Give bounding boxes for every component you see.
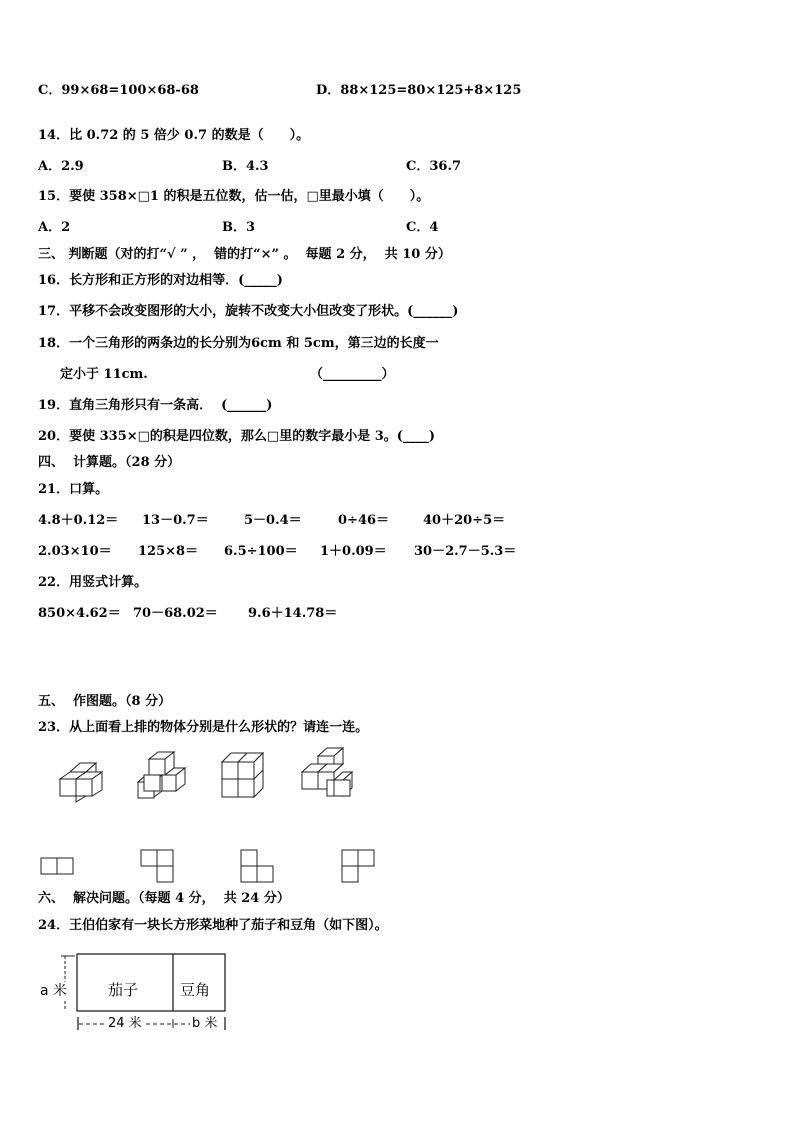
q21-item: 0÷46＝ bbox=[338, 513, 390, 528]
q21-item: 2.03×10＝ bbox=[38, 544, 112, 559]
q14-stem: 14．比 0.72 的 5 倍少 0.7 的数是（ ）。 bbox=[38, 128, 310, 143]
q21-stem: 21．口算。 bbox=[38, 482, 109, 497]
section-4-title: 四、 计算题。（28 分） bbox=[38, 455, 181, 470]
q13-option-c: C．99×68=100×68-68 bbox=[38, 83, 199, 98]
q24-stem: 24．王伯伯家有一块长方形菜地种了茄子和豆角（如下图）。 bbox=[38, 918, 388, 933]
q24-side-length-label: a 米 bbox=[40, 983, 68, 999]
q17: 17．平移不会改变图形的大小，旋转不改变大小但改变了形状。(______) bbox=[38, 304, 459, 319]
section-3-title: 三、 判断题（对的打“√ ” ， 错的打“×” 。 每题 2 分， 共 10 分） bbox=[38, 247, 451, 262]
q24-bean-label: 豆角 bbox=[180, 981, 211, 999]
top-view-4 bbox=[342, 850, 374, 882]
q21-item: 6.5÷100＝ bbox=[224, 544, 298, 559]
q19: 19．直角三角形只有一条高． (______) bbox=[38, 398, 273, 413]
q13-option-d: D．88×125=80×125+8×125 bbox=[316, 83, 522, 98]
q15-stem: 15．要使 358×□1 的积是五位数，估一估，□里最小填（ ）。 bbox=[38, 189, 430, 204]
top-view-2 bbox=[141, 850, 173, 882]
q22-stem: 22．用竖式计算。 bbox=[38, 575, 148, 590]
q22-item: 70－68.02＝ bbox=[133, 606, 218, 621]
q14-option-c: C．36.7 bbox=[406, 159, 462, 174]
cube-stack-3 bbox=[222, 753, 263, 797]
cube-stack-1 bbox=[60, 763, 102, 802]
q24-eggplant-label: 茄子 bbox=[108, 981, 139, 999]
q14-option-b: B．4.3 bbox=[222, 159, 269, 174]
q20: 20．要使 335×□的积是四位数，那么□里的数字最小是 3。(____) bbox=[38, 429, 436, 444]
q15-option-c: C．4 bbox=[406, 220, 439, 235]
q18-line2: 定小于 11cm. bbox=[60, 367, 148, 382]
q22-item: 850×4.62＝ bbox=[38, 606, 121, 621]
q18-line1: 18．一个三角形的两条边的长分别为6cm 和 5cm，第三边的长度一 bbox=[38, 336, 439, 351]
q21-item: 30－2.7－5.3＝ bbox=[414, 544, 517, 559]
q22-item: 9.6＋14.78＝ bbox=[248, 606, 338, 621]
q15-option-b: B．3 bbox=[222, 220, 256, 235]
q21-item: 40＋20÷5＝ bbox=[423, 513, 506, 528]
q14-option-a: A．2.9 bbox=[38, 159, 84, 174]
q21-item: 5－0.4＝ bbox=[244, 513, 302, 528]
q15-option-a: A．2 bbox=[38, 220, 71, 235]
q23-stem: 23．从上面看上排的物体分别是什么形状的？请连一连。 bbox=[38, 720, 369, 735]
section-5-title: 五、 作图题。（8 分） bbox=[38, 694, 172, 709]
cube-stack-4 bbox=[302, 748, 352, 796]
q21-item: 13－0.7＝ bbox=[142, 513, 209, 528]
section-6-title: 六、 解决问题。（每题 4 分， 共 24 分） bbox=[38, 891, 290, 906]
q24-bottom-right-label: b 米 bbox=[192, 1016, 218, 1031]
q16: 16．长方形和正方形的对边相等．(_____) bbox=[38, 273, 283, 288]
cube-stack-2 bbox=[138, 752, 185, 798]
q18-answer-blank: （_________） bbox=[310, 367, 395, 382]
q24-bottom-left-label: 24 米 bbox=[108, 1016, 142, 1031]
q21-item: 4.8＋0.12＝ bbox=[38, 513, 119, 528]
q21-item: 125×8＝ bbox=[138, 544, 199, 559]
q21-item: 1＋0.09＝ bbox=[320, 544, 387, 559]
top-view-1 bbox=[41, 858, 73, 874]
top-view-3 bbox=[241, 850, 273, 882]
